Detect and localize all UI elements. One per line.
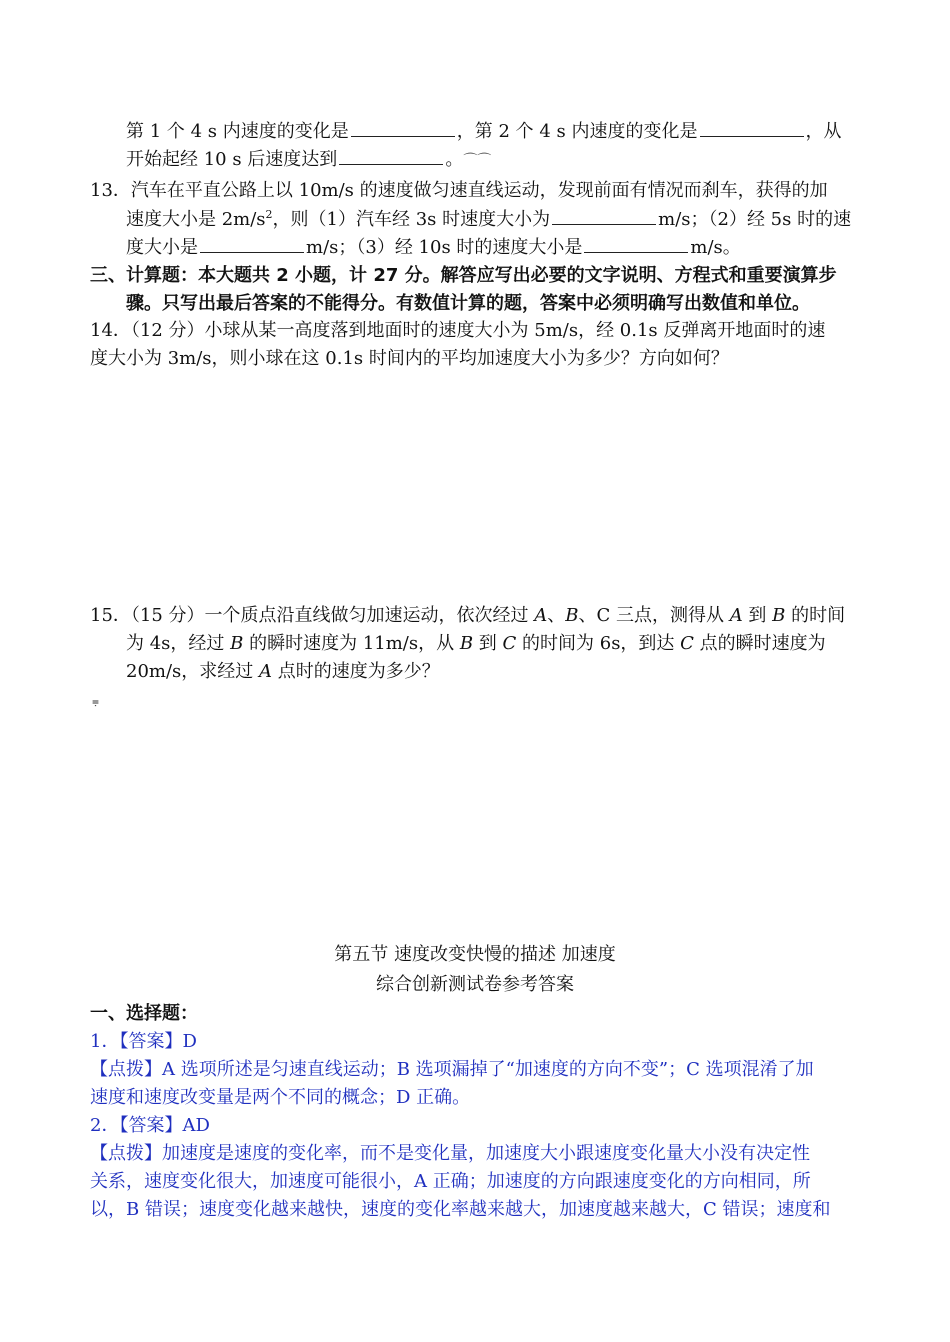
q13-text-2c: m/s；（2）经 5s 时的速 (658, 209, 852, 230)
answer-2 (90, 1113, 210, 1139)
q15-text: 到 (742, 605, 773, 626)
q13-text-3c: m/s。 (690, 237, 741, 258)
q14-line-2 (90, 346, 729, 372)
section1-text: 一、选择题： (90, 1003, 198, 1024)
answers-section1-heading (90, 1001, 198, 1027)
hint-text: 速度和速度改变量是两个不同的概念；D 正确。 (90, 1087, 471, 1108)
answer-blank[interactable] (552, 206, 656, 225)
q13-text-3b: m/s；（3）经 10s 时的速度大小是 (306, 237, 583, 258)
q15-text: 的时间 (785, 605, 846, 626)
answer-1-hint-1 (90, 1057, 814, 1083)
answer-blank[interactable] (339, 146, 443, 165)
q15-line-2 (126, 631, 826, 657)
q14-text-1: 14．（12 分）小球从某一高度落到地面时的速度大小为 5m/s，经 0.1s 反弹离开地面时的速 (90, 320, 826, 341)
q15-text: 、 (547, 605, 566, 626)
answer-2-hint-2 (90, 1169, 811, 1195)
q13-text-1: 13．汽车在平直公路上以 10m/s 的速度做匀速直线运动，发现前面有情况而刹车，获得的加 (90, 180, 828, 201)
q15-text: 20m/s，求经过 (126, 661, 259, 682)
q12-text-b: ，第 2 个 4 s 内速度的变化是 (456, 121, 698, 142)
hint-text: 以，B 错误；速度变化越来越快，速度的变化率越来越大，加速度越来越大，C 错误；速度和 (90, 1199, 831, 1220)
q15-text: 15．（15 分）一个质点沿直线做匀加速运动，依次经过 (90, 605, 535, 626)
answer-1-hint-2 (90, 1085, 470, 1111)
q13-text-2a: 速度大小是 2m/s (126, 209, 266, 230)
q15-text: 点的瞬时速度为 (693, 633, 826, 654)
q15-text: 的时间为 6s，到达 (516, 633, 681, 654)
point-label: A (534, 605, 548, 626)
point-label: B (565, 605, 579, 626)
section3-heading-2 (126, 291, 810, 317)
answer-blank[interactable] (700, 118, 804, 137)
point-label: B (230, 633, 244, 654)
answer-2-text: 2．【答案】AD (90, 1115, 210, 1136)
q12-line-2 (126, 146, 491, 174)
answers-title-text: 第五节 速度改变快慢的描述 加速度 (334, 944, 616, 965)
edit-mark-icon: ⌒⌒ (463, 153, 492, 169)
answer-blank[interactable] (200, 234, 304, 253)
q14-text-2: 度大小为 3m/s，则小球在这 0.1s 时间内的平均加速度大小为多少？方向如何？ (90, 348, 729, 369)
point-label: B (772, 605, 786, 626)
q15-text: 到 (473, 633, 503, 654)
q14-line-1 (90, 318, 825, 344)
q15-text: 点时的速度为多少？ (272, 661, 440, 682)
q13-superscript: 2 (265, 208, 273, 221)
section3-heading-1 (90, 263, 837, 289)
q12-text-d: 开始起经 10 s 后速度达到 (126, 149, 338, 170)
hint-text: 【点拨】加速度是速度的变化率，而不是变化量，加速度大小跟速度变化量大小没有决定性 (90, 1143, 810, 1164)
q15-line-3 (126, 659, 440, 685)
q15-text: 的瞬时速度为 11m/s，从 (243, 633, 460, 654)
q12-text-c: ，从 (805, 121, 842, 142)
hint-text: 关系，速度变化很大，加速度可能很小，A 正确；加速度的方向跟速度变化的方向相同，所 (90, 1171, 811, 1192)
section3-text-1: 三、计算题：本大题共 2 小题，计 27 分。解答应写出必要的文字说明、方程式和重要演算步 (90, 265, 837, 286)
hint-text: 【点拨】A 选项所述是匀速直线运动；B 选项漏掉了“加速度的方向不变”；C 选项混淆了加 (90, 1059, 814, 1080)
answer-1 (90, 1029, 197, 1055)
answer-2-hint-1 (90, 1141, 810, 1167)
q12-line-1 (126, 118, 842, 145)
q13-text-3a: 度大小是 (126, 237, 198, 258)
q13-line-3 (126, 234, 741, 261)
q13-line-2 (126, 206, 851, 233)
point-label: A (259, 661, 272, 682)
section3-text-2: 骤。只写出最后答案的不能得分。有数值计算的题，答案中必须明确写出数值和单位。 (126, 293, 810, 314)
q12-text-a: 第 1 个 4 s 内速度的变化是 (126, 121, 349, 142)
insertion-mark-icon: ⩦ (92, 694, 100, 708)
answer-1-text: 1．【答案】D (90, 1031, 197, 1052)
answer-blank[interactable] (351, 118, 455, 137)
point-label: C (502, 633, 517, 654)
answers-title (0, 942, 950, 968)
q13-line-1 (90, 178, 828, 204)
answers-subtitle (0, 972, 950, 998)
point-label: B (459, 633, 474, 654)
answers-subtitle-text: 综合创新测试卷参考答案 (376, 974, 574, 995)
answer-blank[interactable] (584, 234, 688, 253)
answer-2-hint-3 (90, 1197, 830, 1223)
q15-text: 为 4s，经过 (126, 633, 231, 654)
q13-text-2b: ，则（1）汽车经 3s 时速度大小为 (272, 209, 551, 230)
q15-text: 、C 三点，测得从 (578, 605, 730, 626)
point-label: A (729, 605, 743, 626)
point-label: C (680, 633, 694, 654)
q12-text-e: 。 (445, 149, 464, 170)
q15-line-1 (90, 603, 845, 629)
